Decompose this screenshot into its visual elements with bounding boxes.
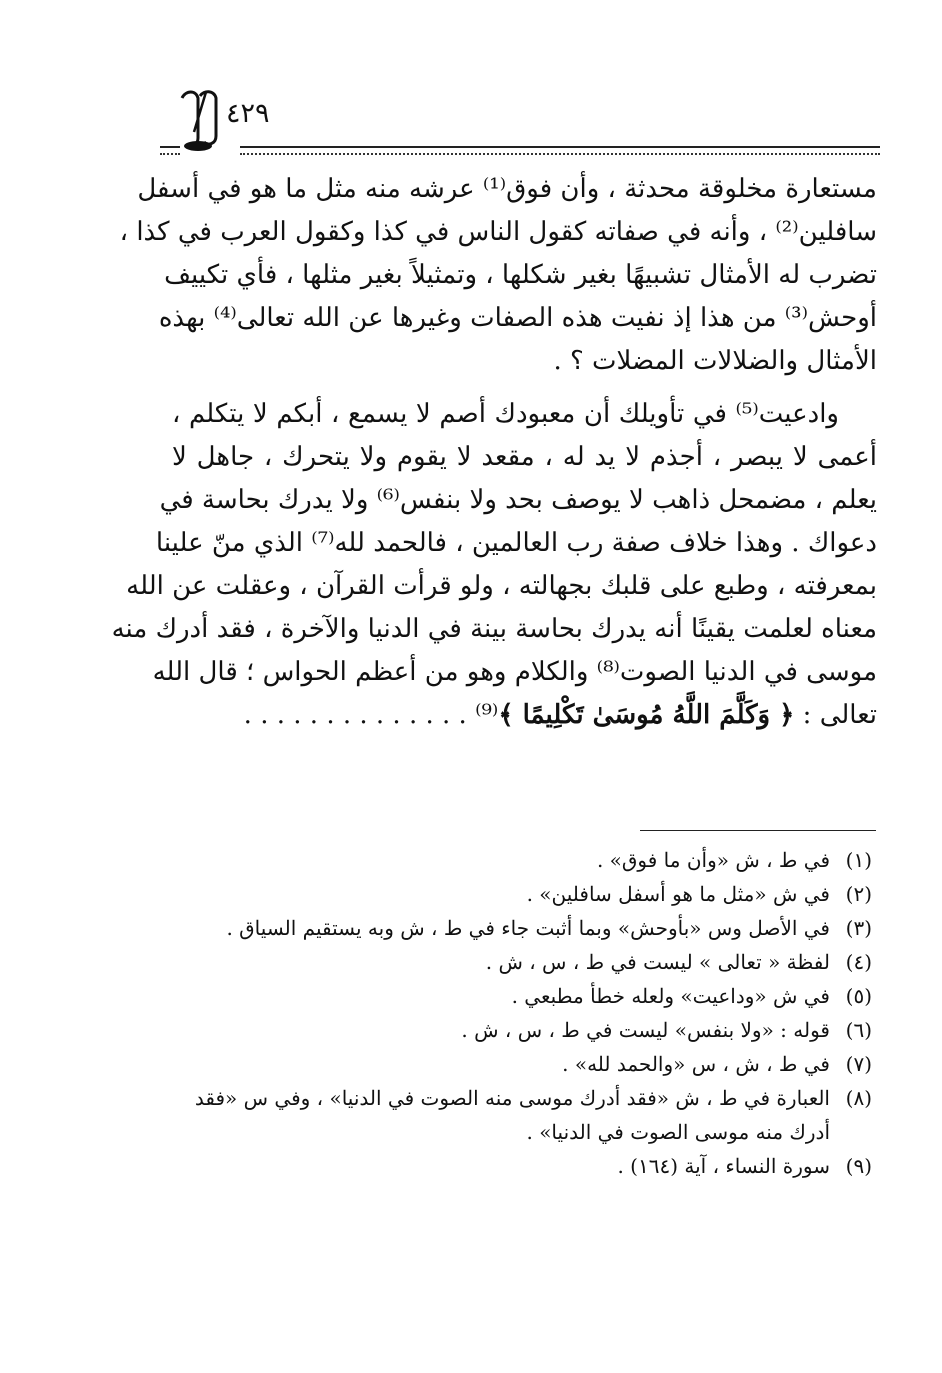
text-line: بمعرفته ، وطبع على قلبك بجهالته ، ولو قرأت القرآن ، وعقلت عن الله — [126, 571, 877, 601]
footnote-number: (٤) — [845, 950, 872, 974]
text-line: أوحش⁽³⁾ من هذا إذ نفيت هذه الصفات وغيرها عن الله تعالى⁽⁴⁾ بهذه — [158, 303, 877, 333]
footnote-continuation — [160, 1115, 872, 1149]
trailing-dots: . . . . . . . . . . . . . . — [243, 700, 476, 730]
ayah-prefix: تعالى : — [794, 700, 877, 730]
footnote — [160, 877, 872, 911]
footnote-number: (٣) — [845, 916, 872, 940]
footnote — [160, 1149, 872, 1183]
footnote-text: في الأصل وس «بأوحش» وبما أثبت جاء في ط ، ش وبه يستقيم السياق . — [226, 916, 830, 940]
text-line: الأمثال والضلالات المضلات ؟ . — [553, 346, 877, 376]
footnote-separator — [640, 830, 876, 831]
footnote-text: في ش «مثل ما هو أسفل سافلين» . — [526, 882, 830, 906]
text-line: وادعيت⁽⁵⁾ في تأويلك أن معبودك أصم لا يسمع ، أبكم لا يتكلم ، — [172, 399, 839, 429]
header-rule — [240, 146, 880, 155]
footnote — [160, 1047, 872, 1081]
footnote-number: (٧) — [845, 1052, 872, 1076]
paragraph-2 — [111, 393, 877, 737]
footnote-text: قوله : «ولا بنفس» ليست في ط ، س ، ش . — [461, 1018, 830, 1042]
page-number: ٤٢٩ — [226, 98, 270, 129]
footnote-number: (٩) — [845, 1154, 872, 1178]
footnote-number: (٨) — [845, 1086, 872, 1110]
text-line: موسى في الدنيا الصوت⁽⁸⁾ والكلام وهو من أعظم الحواس ؛ قال الله — [152, 657, 877, 687]
footnote — [160, 979, 872, 1013]
quran-verse: ﴿ وَكَلَّمَ اللَّهُ مُوسَىٰ تَكْلِيمًا ﴾ — [498, 700, 795, 730]
footnote-ref: ⁽⁹⁾ — [475, 700, 499, 730]
footnote-text: أدرك منه موسى الصوت في الدنيا» . — [526, 1120, 830, 1144]
footnote — [160, 843, 872, 877]
footnote-text: لفظة « تعالى » ليست في ط ، س ، ش . — [485, 950, 830, 974]
text-line: سافلين⁽²⁾ ، وأنه في صفاته كقول الناس في كذا وكقول العرب في كذا ، — [119, 217, 877, 247]
footnote-text: في ط ، ش ، س «والحمد لله» . — [562, 1052, 830, 1076]
footnote — [160, 1013, 872, 1047]
text-line: معناه لعلمت يقينًا أنه يدرك بحاسة بينة في الدنيا والآخرة ، فقد أدرك منه — [111, 614, 877, 644]
footnote — [160, 911, 872, 945]
footnote-text: في ط ، ش «وأن ما فوق» . — [596, 848, 830, 872]
footnote-number: (٢) — [845, 882, 872, 906]
text-line: تضرب له الأمثال تشبيهًا بغير شكلها ، وتمثيلاً بغير مثلها ، فأي تكييف — [164, 260, 877, 290]
text-line: أعمى لا يبصر ، أجذم لا يد له ، مقعد لا يقوم ولا يتحرك ، جاهل لا — [172, 442, 877, 472]
text-line: دعواك . وهذا خلاف صفة رب العالمين ، فالحمد لله⁽⁷⁾ الذي منّ علينا — [155, 528, 877, 558]
main-text — [111, 168, 877, 737]
footnote-number: (٥) — [845, 984, 872, 1008]
text-line: مستعارة مخلوقة محدثة ، وأن فوق⁽¹⁾ عرشه منه مثل ما هو في أسفل — [137, 174, 877, 204]
footnote — [160, 1081, 872, 1115]
footnote-number: (١) — [845, 848, 872, 872]
quill-scroll-icon — [176, 88, 222, 152]
footnote-text: سورة النساء ، آية (١٦٤) . — [617, 1154, 830, 1178]
page-header — [160, 88, 882, 158]
footnote-number: (٦) — [845, 1018, 872, 1042]
text-line-ayah — [172, 694, 877, 737]
paragraph-1 — [119, 168, 877, 383]
footnote-text: في ش «وداعيت» ولعله خطأ مطبعي . — [511, 984, 830, 1008]
text-line: يعلم ، مضمحل ذاهب لا يوصف بحد ولا بنفس⁽⁶⁾ ولا يدرك بحاسة في — [159, 485, 877, 515]
footnote-text: العبارة في ط ، ش «فقد أدرك موسى منه الصوت في الدنيا» ، وفي س «فقد — [194, 1086, 830, 1110]
footnotes — [160, 843, 872, 1183]
footnote — [160, 945, 872, 979]
